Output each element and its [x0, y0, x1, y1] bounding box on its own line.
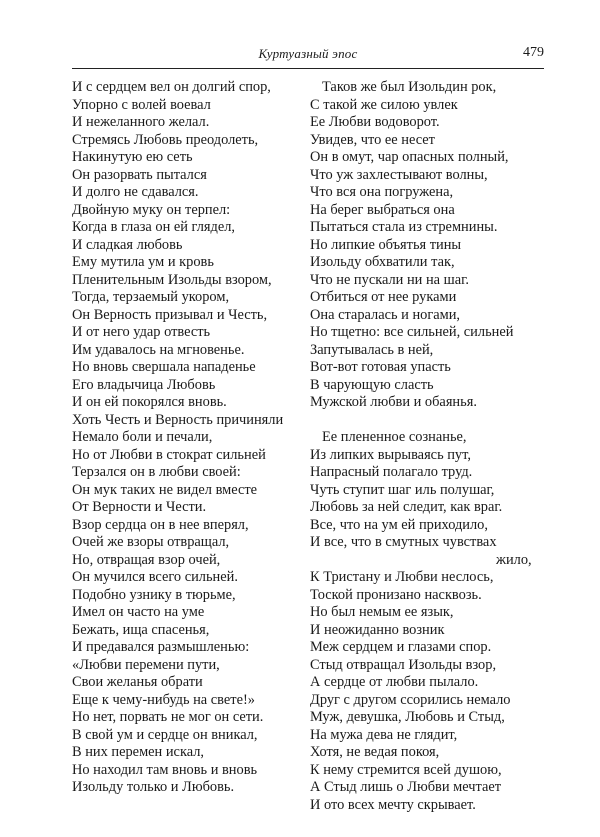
poem-line: Терзался он в любви своей:	[72, 464, 241, 480]
poem-line: Тогда, терзаемый укором,	[72, 289, 230, 305]
poem-line: И ото всех мечту скрывает.	[310, 796, 476, 813]
poem-line: Тоской пронизано насквозь.	[310, 586, 482, 603]
poem-line: Таков же был Изольдин рок,	[322, 79, 497, 95]
poem-line: Чуть ступит шаг иль полушаг,	[310, 481, 495, 498]
poem-line: Ему мутила ум и кровь	[72, 254, 214, 270]
poem-line: Друг с другом ссорились немало	[310, 691, 511, 708]
poem-line: Но вновь свершала нападенье	[72, 359, 256, 375]
poem-line: Он в омут, чар опасных полный,	[310, 149, 509, 165]
poem-line: Что не пускали ни на шаг.	[310, 271, 470, 288]
right-stanza-2	[310, 429, 548, 552]
poem-line: И он ей покорялся вновь.	[72, 394, 227, 410]
poem-line: Стремясь Любовь преодолеть,	[72, 131, 259, 148]
header-rule	[72, 68, 544, 69]
poem-line: Немало боли и печали,	[72, 429, 213, 445]
poem-line: Ее плененное сознанье,	[322, 429, 467, 445]
poem-line: И с сердцем вел он долгий спор,	[72, 79, 271, 95]
poem-line: В свой ум и сердце он вникал,	[72, 726, 258, 743]
poem-line: Хотя, не ведая покоя,	[310, 744, 440, 760]
poem-line: Что вся она погружена,	[310, 184, 454, 200]
poem-line: Ее Любви водоворот.	[310, 114, 440, 130]
poem-line: Но тщетно: все сильней, сильней	[310, 324, 514, 340]
poem-line: Двойную муку он терпел:	[72, 201, 231, 218]
poem-line: Запутывалась в ней,	[310, 341, 434, 358]
running-title: Куртуазный эпос	[258, 46, 358, 61]
stanza-gap	[310, 412, 548, 430]
poem-line: Она старалась и ногами,	[310, 306, 461, 323]
poem-line: Подобно узнику в тюрьме,	[72, 586, 236, 603]
right-stanza-1	[310, 79, 548, 412]
poem-line: Но от Любви в стократ сильней	[72, 446, 266, 463]
poem-line: Имел он часто на уме	[72, 604, 205, 620]
right-poem-column	[310, 79, 548, 814]
poem-line: «Любви перемени пути,	[72, 656, 220, 673]
poem-line: От Верности и Чести.	[72, 499, 207, 515]
poem-line: Все, что на ум ей приходило,	[310, 516, 488, 533]
poem-line: Свои желанья обрати	[72, 674, 203, 690]
poem-line: С такой же силою увлек	[310, 96, 458, 113]
poem-line: Муж, девушка, Любовь и Стыд,	[310, 709, 505, 725]
poem-line: И нежеланного желал.	[72, 114, 210, 130]
poem-line: Увидев, что ее несет	[310, 131, 435, 148]
left-poem-column	[72, 79, 304, 797]
poem-line: Он мучился всего сильней.	[72, 569, 238, 585]
poem-line: И долго не сдавался.	[72, 184, 199, 200]
poem-line: Им удавалось на мгновенье.	[72, 341, 245, 358]
poem-line: Что уж захлестывают волны,	[310, 166, 488, 183]
poem-line: И все, что в смутных чувствах	[310, 534, 497, 550]
poem-line: Он Верность призывал и Честь,	[72, 306, 268, 323]
poem-line: К нему стремится всей душою,	[310, 761, 502, 778]
poem-line: Его владычица Любовь	[72, 376, 216, 393]
poem-line: В них перемен искал,	[72, 744, 205, 760]
poem-line: Он мук таких не видел вместе	[72, 481, 258, 498]
poem-line: На мужа дева не глядит,	[310, 726, 458, 743]
poem-line: Очей же взоры отвращал,	[72, 534, 230, 550]
poem-line: Накинутую ею сеть	[72, 149, 193, 165]
poem-line: А Стыд лишь о Любви мечтает	[310, 779, 502, 795]
poem-line: Изольду только и Любовь.	[72, 779, 235, 795]
poem-line: И неожиданно возник	[310, 621, 445, 638]
poem-line: Стыд отвращал Изольды взор,	[310, 656, 497, 673]
poem-line: И сладкая любовь	[72, 236, 183, 253]
poem-line: Вот-вот готовая упасть	[310, 359, 451, 375]
poem-line: Упорно с волей воевал	[72, 96, 211, 113]
poem-line: Любовь за ней следит, как враг.	[310, 499, 503, 515]
poem-line-wrap: жило,	[496, 551, 532, 568]
poem-line: Бежать, ища спасенья,	[72, 621, 210, 638]
poem-line: Отбиться от нее руками	[310, 289, 457, 305]
poem-line: Пленительным Изольды взором,	[72, 271, 272, 288]
poem-line: В чарующую сласть	[310, 376, 434, 393]
poem-line: Из липких вырываясь пут,	[310, 446, 471, 463]
poem-line: Когда в глаза он ей глядел,	[72, 219, 236, 235]
poem-line: Но липкие объятья тины	[310, 236, 462, 253]
poem-line: Но нет, порвать не мог он сети.	[72, 709, 264, 725]
poem-line: Еще к чему-нибудь на свете!»	[72, 691, 255, 708]
poem-line: Он разорвать пытался	[72, 166, 207, 183]
poem-line: Хоть Честь и Верность причиняли	[72, 411, 284, 428]
poem-line: На берег выбраться она	[310, 201, 455, 218]
poem-line: Мужской любви и обаянья.	[310, 394, 477, 410]
poem-line: Но был немым ее язык,	[310, 604, 454, 620]
page-header	[72, 44, 544, 66]
poem-line: И от него удар отвесть	[72, 324, 211, 340]
poem-line: Изольду обхватили так,	[310, 254, 455, 270]
poem-line: Пытаться стала из стремнины.	[310, 219, 498, 235]
poem-line: Но, отвращая взор очей,	[72, 551, 221, 568]
poem-line: А сердце от любви пылало.	[310, 674, 479, 690]
poem-line: И предавался размышленью:	[72, 639, 250, 655]
poem-line: Напрасный полагало труд.	[310, 464, 473, 480]
poem-line: Взор сердца он в нее вперял,	[72, 516, 249, 533]
poem-line: Меж сердцем и глазами спор.	[310, 639, 492, 655]
page-number: 479	[523, 45, 544, 60]
right-stanza-2-continued	[310, 569, 548, 814]
poem-line: Но находил там вновь и вновь	[72, 761, 258, 778]
poem-line: К Тристану и Любви неслось,	[310, 569, 494, 585]
